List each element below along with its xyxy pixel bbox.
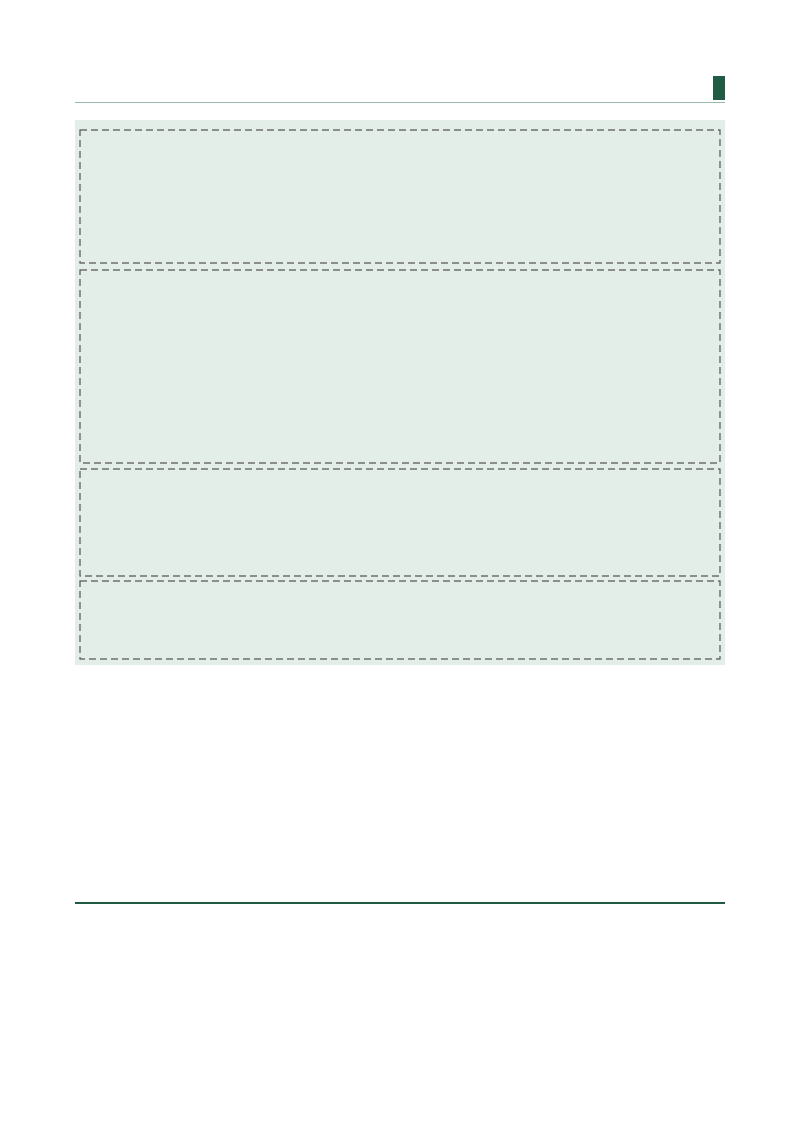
section-tag <box>713 76 725 100</box>
running-header <box>75 76 725 103</box>
flowchart-svg <box>75 120 725 665</box>
section-frame-4 <box>80 581 720 659</box>
section-frame-1 <box>80 130 720 263</box>
section-frame-2 <box>80 270 720 463</box>
process-flowchart <box>75 120 725 665</box>
section-frame-3 <box>80 469 720 576</box>
cost-table <box>75 903 725 904</box>
